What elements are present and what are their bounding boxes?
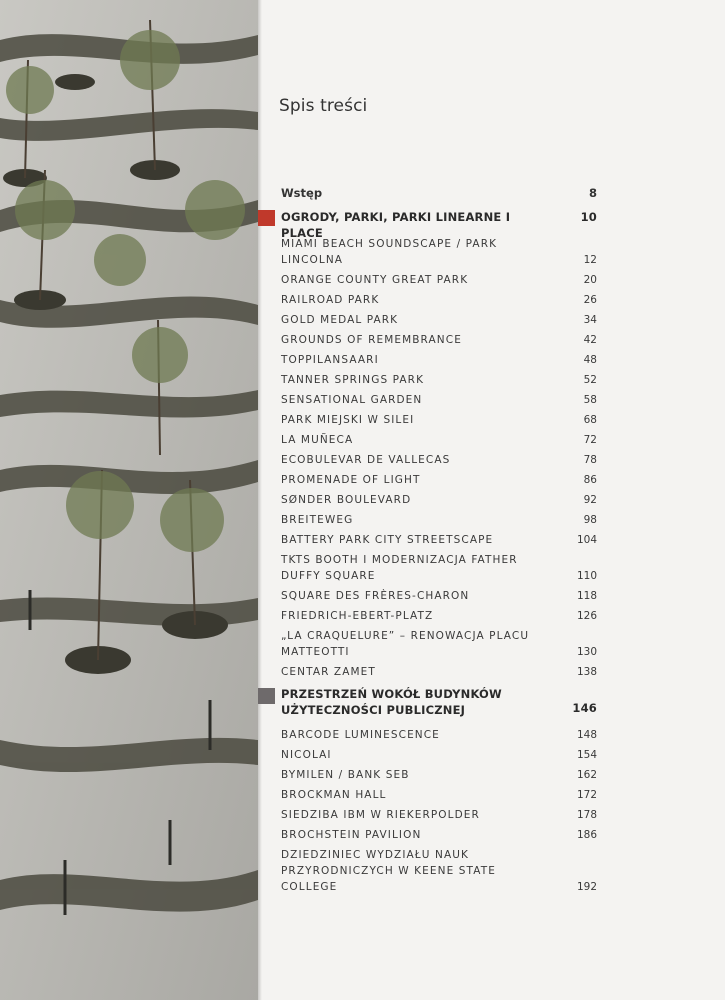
- toc-item[interactable]: [281, 827, 597, 843]
- toc-item-label: RAILROAD PARK: [281, 294, 380, 306]
- toc-item-page: 172: [576, 789, 597, 801]
- toc-item-label: PROMENADE OF LIGHT: [281, 474, 421, 486]
- toc-item-label: SIEDZIBA IBM W RIEKERPOLDER: [281, 809, 480, 821]
- toc-item-label: BARCODE LUMINESCENCE: [281, 729, 440, 741]
- toc-item[interactable]: [281, 392, 597, 408]
- toc-item[interactable]: [281, 292, 597, 308]
- toc-item-page: 72: [583, 434, 597, 446]
- toc-item-label: DZIEDZINIEC WYDZIAŁU NAUK PRZYRODNICZYCH W KEENE STATE COLLEGE: [281, 849, 496, 893]
- cover-photo: [0, 0, 258, 1000]
- toc-item-page: 154: [576, 749, 597, 761]
- toc-item-label: ECOBULEVAR DE VALLECAS: [281, 454, 451, 466]
- toc-item[interactable]: [281, 727, 597, 743]
- toc-item-page: 186: [576, 829, 597, 841]
- toc-item-page: 52: [583, 374, 597, 386]
- toc-item-page: 86: [583, 474, 597, 486]
- toc-item-label: ORANGE COUNTY GREAT PARK: [281, 274, 469, 286]
- toc-item-page: 58: [583, 394, 597, 406]
- toc-item-page: 42: [583, 334, 597, 346]
- toc-item-page: 192: [576, 881, 597, 893]
- toc-intro: [281, 186, 597, 200]
- section-marker-red: [258, 210, 275, 226]
- toc-item-label: „LA CRAQUELURE” – RENOWACJA PLACU MATTEOTTI: [281, 630, 530, 658]
- toc-item-page: 98: [583, 514, 597, 526]
- toc-item[interactable]: [281, 272, 597, 288]
- toc-item-label: TKTS BOOTH I MODERNIZACJA FATHER DUFFY SQUARE: [281, 554, 518, 582]
- toc-item-label: SENSATIONAL GARDEN: [281, 394, 423, 406]
- toc-item[interactable]: [281, 664, 597, 680]
- toc-item-label: BROCHSTEIN PAVILION: [281, 829, 422, 841]
- toc-section-page: 10: [580, 210, 597, 224]
- toc-item-label: BYMILEN / BANK SEB: [281, 769, 410, 781]
- toc-intro-row[interactable]: [281, 186, 597, 200]
- toc-item[interactable]: [281, 847, 597, 895]
- toc-item-page: 162: [576, 769, 597, 781]
- toc-item-label: GOLD MEDAL PARK: [281, 314, 399, 326]
- section-marker-gray: [258, 688, 275, 704]
- toc-item-label: SQUARE DES FRÈRES-CHARON: [281, 590, 470, 602]
- page-edge-shadow: [258, 0, 262, 1000]
- toc-item-label: MIAMI BEACH SOUNDSCAPE / PARK LINCOLNA: [281, 238, 498, 266]
- toc-item[interactable]: [281, 588, 597, 604]
- toc-item[interactable]: [281, 236, 597, 268]
- toc-item-page: 118: [576, 590, 597, 602]
- toc-item-page: 12: [583, 254, 597, 266]
- toc-item-page: 26: [583, 294, 597, 306]
- toc-section-page: 146: [572, 701, 597, 715]
- toc-item-page: 104: [576, 534, 597, 546]
- toc-item-page: 48: [583, 354, 597, 366]
- toc-item-page: 92: [583, 494, 597, 506]
- toc-item-page: 78: [583, 454, 597, 466]
- toc-item[interactable]: [281, 472, 597, 488]
- toc-item-page: 148: [576, 729, 597, 741]
- toc-item[interactable]: [281, 372, 597, 388]
- toc-section-1-items: [281, 236, 597, 684]
- toc-item-page: 130: [576, 646, 597, 658]
- toc-item[interactable]: [281, 532, 597, 548]
- toc-item[interactable]: [281, 432, 597, 448]
- toc-section-title: PRZESTRZEŃ WOKÓŁ BUDYNKÓW UŻYTECZNOŚCI PUBLICZNEJ: [281, 687, 502, 717]
- toc-item-label: BREITEWEG: [281, 514, 354, 526]
- toc-section-title: OGRODY, PARKI, PARKI LINEARNE I PLACE: [281, 210, 511, 240]
- toc-section-2-items: [281, 727, 597, 899]
- toc-item-page: 110: [576, 570, 597, 582]
- toc-item-page: 20: [583, 274, 597, 286]
- toc-item-page: 34: [583, 314, 597, 326]
- toc-intro-label: Wstęp: [281, 186, 323, 200]
- toc-item-label: BROCKMAN HALL: [281, 789, 387, 801]
- toc-item[interactable]: [281, 767, 597, 783]
- toc-item-label: GROUNDS OF REMEMBRANCE: [281, 334, 462, 346]
- toc-item[interactable]: [281, 352, 597, 368]
- toc-item-label: TANNER SPRINGS PARK: [281, 374, 425, 386]
- toc-item[interactable]: [281, 628, 597, 660]
- toc-intro-page: 8: [588, 186, 597, 200]
- toc-item-page: 126: [576, 610, 597, 622]
- toc-item[interactable]: [281, 552, 597, 584]
- toc-item-page: 138: [576, 666, 597, 678]
- toc-item-page: 178: [576, 809, 597, 821]
- toc-item[interactable]: [281, 332, 597, 348]
- toc-item[interactable]: [281, 492, 597, 508]
- toc-section-heading[interactable]: [281, 686, 597, 718]
- toc-item-label: BATTERY PARK CITY STREETSCAPE: [281, 534, 494, 546]
- toc-item-label: TOPPILANSAARI: [281, 354, 379, 366]
- toc-item[interactable]: [281, 807, 597, 823]
- toc-item-label: SØNDER BOULEVARD: [281, 494, 412, 506]
- toc-item-label: NICOLAI: [281, 749, 332, 761]
- toc-item[interactable]: [281, 412, 597, 428]
- toc-item[interactable]: [281, 787, 597, 803]
- toc-item-label: FRIEDRICH-EBERT-PLATZ: [281, 610, 434, 622]
- toc-item[interactable]: [281, 512, 597, 528]
- toc-item[interactable]: [281, 608, 597, 624]
- toc-section-2: [281, 686, 597, 718]
- toc-item-label: CENTAR ZAMET: [281, 666, 376, 678]
- toc-item-label: LA MUÑECA: [281, 434, 354, 446]
- toc-item[interactable]: [281, 747, 597, 763]
- toc-item-label: PARK MIEJSKI W SILEI: [281, 414, 415, 426]
- page-title: Spis treści: [279, 96, 368, 116]
- toc-item[interactable]: [281, 312, 597, 328]
- park-aerial-photo: [0, 0, 258, 1000]
- toc-item-page: 68: [583, 414, 597, 426]
- toc-item[interactable]: [281, 452, 597, 468]
